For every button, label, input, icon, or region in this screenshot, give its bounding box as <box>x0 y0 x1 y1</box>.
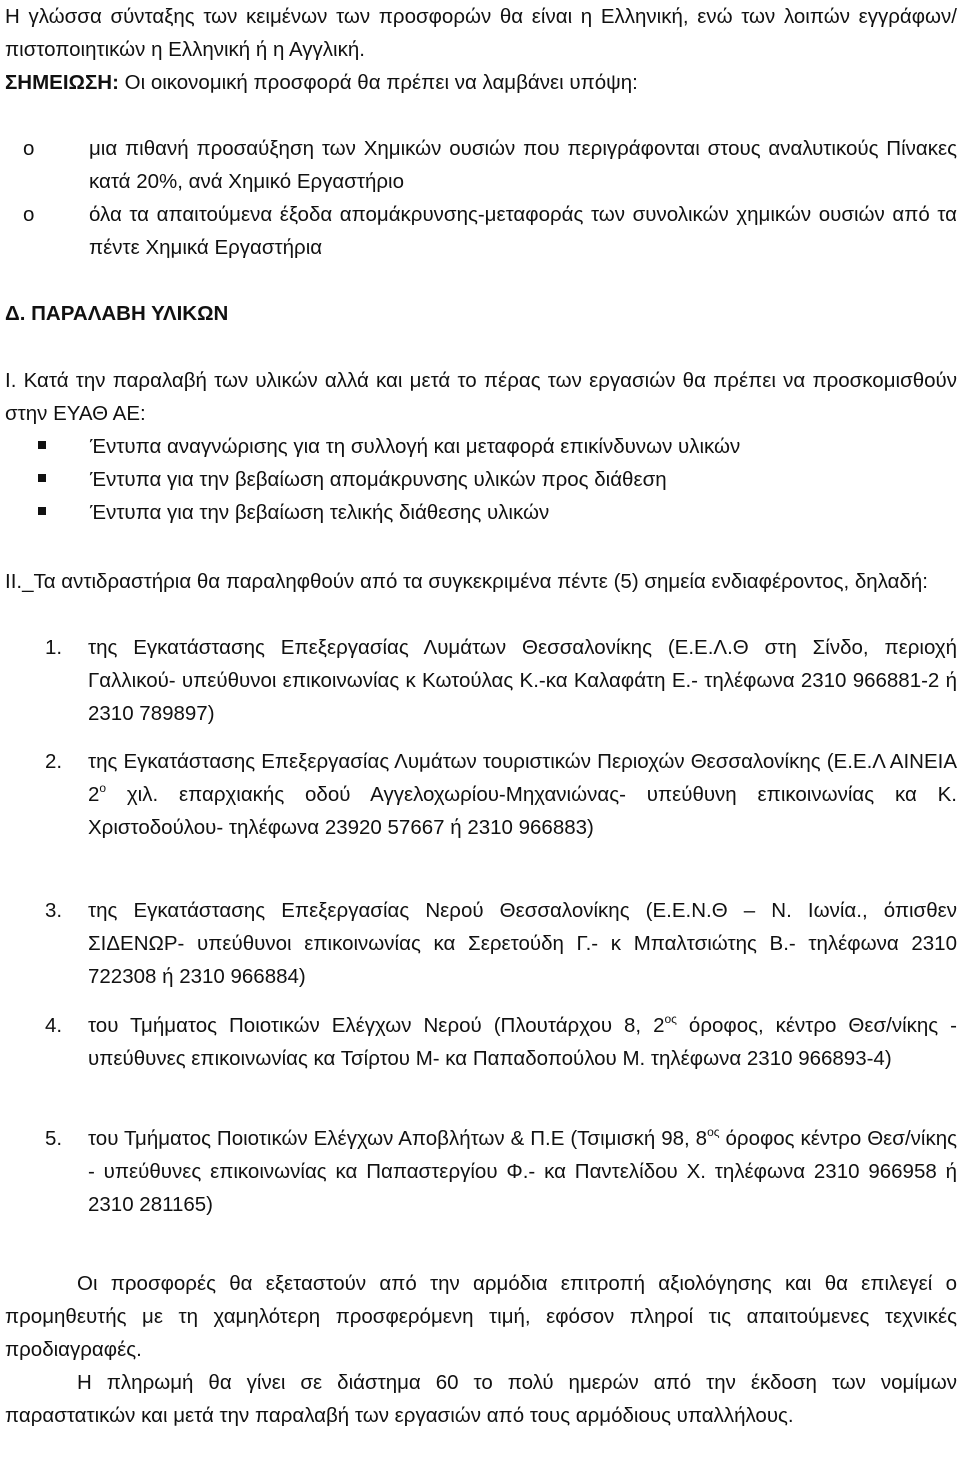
note-paragraph <box>5 66 957 99</box>
square-bullet-icon <box>38 474 46 482</box>
closing-paragraph-1: Οι προσφορές θα εξεταστούν από την αρμόδια επιτροπή αξιολόγησης και θα επιλεγεί ο προμηθευτής με τη χαμηλότερη προσφερόμενη τιμή, εφόσον πληροί τις απαιτούμενες τεχνικές προδιαγραφές. <box>5 1272 957 1361</box>
list-marker: o <box>23 137 35 160</box>
list-item: 5. του Τμήματος Ποιοτικών Ελέγχων Αποβλήτων & Π.Ε (Τσιμισκή 98, $8^{o\varsigma}$ όροφος κέντρο Θεσ/νίκης - υπεύθυνες επικοινωνίας κα Παπαστεργίου Φ.- κα Παντελίδου Χ. τηλέφωνα 2310 966958 ή 2310 281165) <box>45 1122 957 1221</box>
list-item: Έντυπα για την βεβαίωση τελικής διάθεσης υλικών <box>36 496 957 529</box>
square-bullet-icon <box>38 507 46 515</box>
bullet-list <box>36 430 957 529</box>
numbered-list <box>45 894 957 993</box>
list-item: Έντυπα αναγνώρισης για τη συλλογή και μεταφορά επικίνδυνων υλικών <box>36 430 957 463</box>
list-marker: o <box>23 203 35 226</box>
list-item: 3. της Εγκατάστασης Επεξεργασίας Νερού Θεσσαλονίκης (Ε.Ε.Ν.Θ – Ν. Ιωνία., όπισθεν ΣΙΔΕΝΩΡ- υπεύθυνοι επικοινωνίας κα Σερετούδη Γ.- κ Μπαλτσιώτης Β.- τηλέφωνα 2310 722308 ή 2310 966884) <box>45 894 957 993</box>
note-list <box>23 132 957 264</box>
section-heading: Δ. ΠΑΡΑΛΑΒΗ ΥΛΙΚΩΝ <box>5 302 229 325</box>
list-item: Έντυπα για την βεβαίωση απομάκρυνσης υλικών προς διάθεση <box>36 463 957 496</box>
list-item: 4. του Τμήματος Ποιοτικών Ελέγχων Νερού (Πλουτάρχου 8, $2^{o\varsigma}$ όροφος, κέντρο Θεσ/νίκης - υπεύθυνες επικοινωνίας κα Τσίρτου Μ- κα Παπαδοπούλου Μ. τηλέφωνα 2310 966893-4) <box>45 1009 957 1075</box>
item-number: 5. <box>45 1127 63 1150</box>
numbered-list <box>45 631 957 730</box>
item-number: 4. <box>45 1014 63 1037</box>
list-item: 2. της Εγκατάστασης Επεξεργασίας Λυμάτων τουριστικών Περιοχών Θεσσαλονίκης (Ε.Ε.Λ ΑΙΝΕΙΑ $2^o$ χιλ. επαρχιακής οδού Αγγελοχωρίου-Μηχανιώνας- υπεύθυνη επικοινωνίας κα Κ. Χριστοδούλου- τηλέφωνα 23920 57667 ή 2310 966883) <box>45 745 957 844</box>
numbered-list <box>45 1122 957 1221</box>
note-text: Οι οικονομική προσφορά θα πρέπει να λαμβάνει υπόψη: <box>118 71 638 94</box>
closing-paragraph-2: Η πληρωμή θα γίνει σε διάστημα 60 το πολύ ημερών από την έκδοση των νομίμων παραστατικών και μετά την παραλαβή των εργασιών από τους αρμόδιους υπαλλήλους. <box>5 1371 957 1427</box>
square-bullet-icon <box>38 441 46 449</box>
numbered-list <box>45 1009 957 1075</box>
list-item: o μια πιθανή προσαύξηση των Χημικών ουσιών που περιγράφονται στους αναλυτικούς Πίνακες κατά 20%, ανά Χημικό Εργαστήριο <box>23 132 957 198</box>
item-number: 2. <box>45 750 63 773</box>
intro-paragraph: Η γλώσσα σύνταξης των κειμένων των προσφορών θα είναι η Ελληνική, ενώ των λοιπών εγγράφων/ πιστοποιητικών η Ελληνική ή η Αγγλική. <box>5 5 957 61</box>
note-title: ΣΗΜΕΙΩΣΗ: <box>5 71 119 94</box>
part2-paragraph: ΙΙ._Τα αντιδραστήρια θα παραληφθούν από τα συγκεκριμένα πέντε (5) σημεία ενδιαφέροντος, δηλαδή: <box>5 570 928 593</box>
numbered-list <box>45 745 957 844</box>
list-item: o όλα τα απαιτούμενα έξοδα απομάκρυνσης-μεταφοράς των συνολικών χημικών ουσιών από τα πέντε Χημικά Εργαστήρια <box>23 198 957 264</box>
item-number: 1. <box>45 636 63 659</box>
list-item: 1. της Εγκατάστασης Επεξεργασίας Λυμάτων Θεσσαλονίκης (Ε.Ε.Λ.Θ στη Σίνδο, περιοχή Γαλλικού- υπεύθυνοι επικοινωνίας κ Κωτούλας Κ.-κα Καλαφάτη Ε.- τηλέφωνα 2310 966881-2 ή 2310 789897) <box>45 631 957 730</box>
part1-paragraph: Ι. Κατά την παραλαβή των υλικών αλλά και μετά το πέρας των εργασιών θα πρέπει να προσκομισθούν στην ΕΥΑΘ ΑΕ: <box>5 369 957 425</box>
item-number: 3. <box>45 899 63 922</box>
